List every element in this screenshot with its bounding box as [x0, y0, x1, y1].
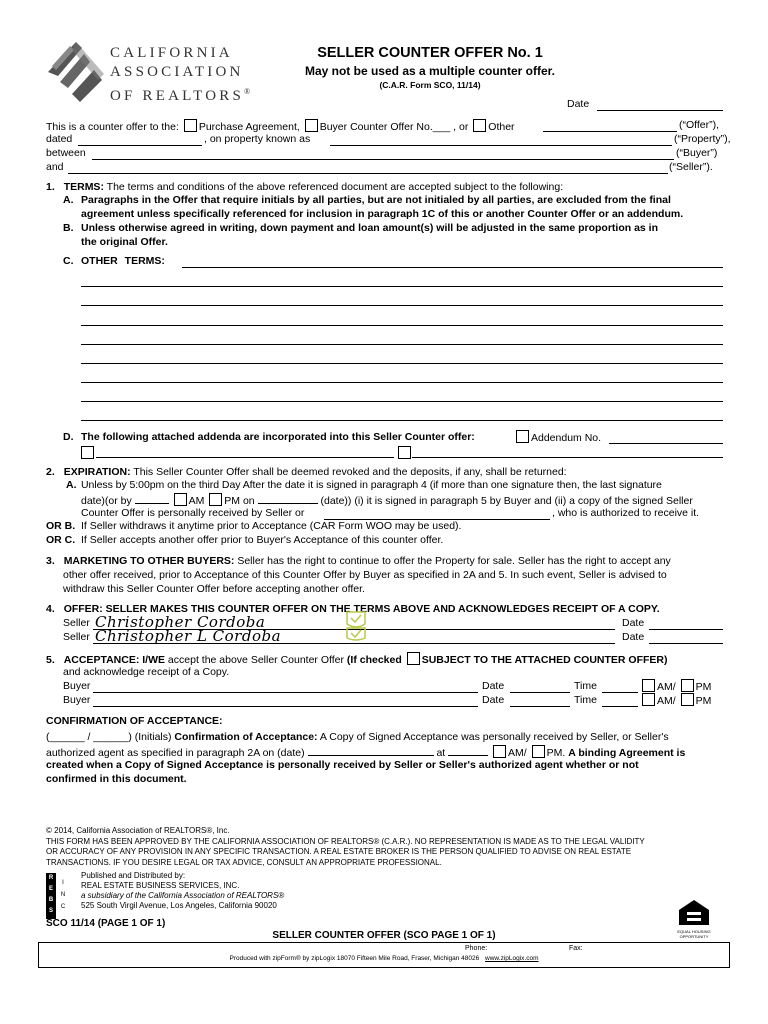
- other-terms-line[interactable]: [81, 401, 723, 402]
- terms-a-label: A.: [63, 194, 74, 206]
- other-terms-field[interactable]: [182, 267, 723, 268]
- addendum-checkbox[interactable]: [516, 430, 529, 443]
- subject-to-counter-checkbox[interactable]: [407, 652, 420, 665]
- acceptance-text: accept the above Seller Counter Offer: [167, 654, 344, 666]
- car-logo: [46, 36, 108, 106]
- publisher-address: 525 South Virgil Avenue, Los Angeles, California 90020: [81, 901, 277, 910]
- intro-prefix: This is a counter offer to the:: [46, 121, 179, 133]
- offer-label: (“Offer”),: [679, 119, 720, 131]
- addenda-checkbox-1[interactable]: [81, 446, 94, 459]
- page-id: SCO 11/14 (PAGE 1 OF 1): [46, 918, 166, 929]
- buyer-am-checkbox-1[interactable]: [642, 679, 655, 692]
- expiration-am-checkbox[interactable]: [174, 493, 187, 506]
- buyer-signature-field-1[interactable]: [93, 692, 478, 693]
- terms-text: The terms and conditions of the above referenced document are accepted subject to the following:: [106, 181, 564, 193]
- buyer-time-field-1[interactable]: [602, 692, 638, 693]
- equal-housing-logo: [672, 898, 716, 939]
- confirmation-time-field[interactable]: [448, 746, 488, 756]
- buyer-date-label-1: Date: [482, 680, 505, 692]
- seller-label: (“Seller”).: [669, 161, 713, 173]
- confirmation-line1: A Copy of Signed Acceptance was personally received by Seller, or Seller's: [319, 731, 669, 743]
- seller-date-field-2[interactable]: [649, 643, 723, 644]
- marketing-line3: withdraw this Seller Counter Offer before accepting another offer.: [63, 583, 365, 595]
- expiration-pm-label: PM on: [224, 495, 255, 507]
- buyer-time-label-1: Time: [574, 680, 597, 692]
- other-checkbox[interactable]: [473, 119, 486, 132]
- expiration-date-field[interactable]: [258, 494, 318, 504]
- buyer-pm-checkbox-1[interactable]: [681, 679, 694, 692]
- other-terms-line[interactable]: [81, 382, 723, 383]
- acceptance-heading: ACCEPTANCE: I/WE: [63, 654, 165, 666]
- terms-a-line1: Paragraphs in the Offer that require initials by all parties, but are not initialed by all parties, are excluded from the final: [81, 194, 671, 206]
- terms-number: 1.: [46, 181, 55, 193]
- expiration-b-label: OR B.: [46, 520, 76, 532]
- published-label: Published and Distributed by:: [81, 871, 186, 880]
- expiration-a-line3-start: Counter Offer is personally received by Seller or: [81, 507, 305, 519]
- buyer-date-field-1[interactable]: [510, 692, 570, 693]
- disclaimer-line2: OR ACCURACY OF ANY PROVISION IN ANY SPECIFIC TRANSACTION. A REAL ESTATE BROKER IS THE PERSON QUALIFIED TO ADVISE ON REAL ESTATE: [46, 847, 632, 856]
- seller-label-2: Seller: [63, 631, 90, 643]
- publisher-subsidiary: a subsidiary of the California Association of REALTORS®: [81, 891, 285, 900]
- buyer-am-label-1: AM/: [657, 681, 676, 693]
- marketing-line2: other offer received, prior to Acceptance of this Counter Offer by Buyer as specified in 2A and 5. In such event, Seller is advised to: [63, 569, 667, 581]
- other-terms-line[interactable]: [81, 344, 723, 345]
- other-terms-line[interactable]: [81, 305, 723, 306]
- buyer-time-label-2: Time: [574, 694, 597, 706]
- marketing-line1: Seller has the right to continue to offer the Property for sale. Seller has the right to accept any: [237, 555, 671, 567]
- offer-heading: OFFER: SELLER MAKES THIS COUNTER OFFER ON THE TERMS ABOVE AND ACKNOWLEDGES RECEIPT OF A COPY.: [63, 603, 660, 615]
- buyer-am-label-2: AM/: [657, 695, 676, 707]
- addenda-checkbox-2[interactable]: [398, 446, 411, 459]
- expiration-b-text: If Seller withdraws it anytime prior to Acceptance (CAR Form WOO may be used).: [81, 520, 462, 532]
- rebs-letter: B: [48, 897, 54, 903]
- inc-letter: I: [62, 880, 64, 886]
- buyer-pm-checkbox-2[interactable]: [681, 693, 694, 706]
- buyer-counter-label: Buyer Counter Offer No.___ , or: [319, 121, 469, 133]
- expiration-text: This Seller Counter Offer shall be deemed revoked and the deposits, if any, shall be returned:: [133, 466, 567, 478]
- terms-c-text: OTHER TERMS:: [81, 255, 165, 267]
- expiration-am-label: AM: [188, 495, 205, 507]
- other-terms-line[interactable]: [81, 420, 723, 421]
- registered-mark: ®: [243, 87, 251, 96]
- buyer-pm-label-1: PM: [695, 681, 712, 693]
- other-terms-line[interactable]: [81, 286, 723, 287]
- addendum-number-field[interactable]: [609, 443, 723, 444]
- seller-signature-2: Christopher L Cordoba: [95, 627, 282, 645]
- confirmation-heading: CONFIRMATION OF ACCEPTANCE:: [46, 715, 223, 727]
- page-subtitle: May not be used as a multiple counter offer.: [304, 64, 556, 78]
- terms-d-label: D.: [63, 431, 74, 443]
- buyer-signature-field-2[interactable]: [93, 706, 478, 707]
- form-id: (C.A.R. Form SCO, 11/14): [379, 80, 481, 90]
- acceptance-if-checked: (If checked: [346, 654, 402, 666]
- dated-label: dated: [46, 133, 73, 145]
- terms-b-label: B.: [63, 222, 74, 234]
- purchase-agreement-label: Purchase Agreement,: [198, 121, 300, 133]
- confirmation-at: at: [436, 747, 446, 759]
- purchase-agreement-checkbox[interactable]: [184, 119, 197, 132]
- and-label: and: [46, 161, 64, 173]
- confirmation-pm-label: PM.: [546, 747, 566, 759]
- car-logo-icon: [46, 36, 108, 106]
- phone-label: Phone:: [465, 945, 488, 952]
- addenda-field-2[interactable]: [412, 457, 723, 458]
- equal-housing-text: EQUAL HOUSING OPPORTUNITY: [677, 929, 711, 939]
- dated-field[interactable]: [78, 145, 202, 146]
- org-name-line2: ASSOCIATION: [110, 64, 244, 80]
- buyer-pm-label-2: PM: [695, 695, 712, 707]
- terms-c-label: C.: [63, 255, 74, 267]
- org-name-line1: CALIFORNIA: [110, 45, 233, 61]
- buyer-time-field-2[interactable]: [602, 706, 638, 707]
- verified-seal-icon: [344, 610, 368, 645]
- expiration-a-line2-start: date)(or by: [81, 495, 132, 507]
- confirmation-am-label: AM/: [508, 747, 527, 759]
- marketing-number: 3.: [46, 555, 55, 567]
- org-name-line3: OF REALTORS: [110, 88, 244, 104]
- terms-b-line2: the original Offer.: [81, 236, 168, 248]
- expiration-a-line3-end: , who is authorized to receive it.: [552, 507, 700, 519]
- page-title: SELLER COUNTER OFFER No. 1: [317, 45, 543, 61]
- addendum-label: Addendum No.: [531, 432, 602, 444]
- buyer-am-checkbox-2[interactable]: [642, 693, 655, 706]
- expiration-c-label: OR C.: [46, 534, 76, 546]
- buyer-counter-checkbox[interactable]: [305, 119, 318, 132]
- rebs-letter: S: [48, 908, 53, 914]
- property-prefix: , on property known as: [204, 133, 311, 145]
- between-label: between: [46, 147, 86, 159]
- buyer-date-field-2[interactable]: [510, 706, 570, 707]
- confirmation-date-field[interactable]: [308, 746, 434, 756]
- seller-label-1: Seller: [63, 617, 90, 629]
- terms-b-line1: Unless otherwise agreed in writing, down payment and loan amount(s) will be adjusted in the same proportion as in: [81, 222, 658, 234]
- terms-a-line2: agreement unless specifically referenced for inclusion in paragraph 1C of this or another Counter Offer or an addendum.: [81, 208, 684, 220]
- rebs-letter: E: [48, 886, 53, 892]
- copyright: © 2014, California Association of REALTORS®, Inc.: [46, 826, 230, 835]
- other-label: Other: [488, 121, 515, 133]
- property-label: (“Property”),: [674, 133, 731, 145]
- fax-label: Fax:: [569, 945, 583, 952]
- confirmation-line4: confirmed in this document.: [46, 773, 187, 785]
- confirmation-line2-start: authorized agent as specified in paragraph 2A on (date): [46, 747, 305, 759]
- seller-date-field-1[interactable]: [649, 629, 723, 630]
- seller-date-label-1: Date: [622, 617, 645, 629]
- publisher-name: REAL ESTATE BUSINESS SERVICES, INC.: [81, 881, 240, 890]
- rebs-logo: [46, 873, 70, 919]
- seller-date-label-2: Date: [622, 631, 645, 643]
- expiration-pm-checkbox[interactable]: [209, 493, 222, 506]
- confirmation-am-checkbox[interactable]: [493, 745, 506, 758]
- expiration-heading: EXPIRATION:: [63, 466, 131, 478]
- seller-name-field[interactable]: [68, 173, 668, 174]
- ziplogix-link[interactable]: www.zipLogix.com: [485, 955, 539, 962]
- confirmation-label: Confirmation of Acceptance:: [174, 731, 318, 743]
- inc-letter: N: [60, 892, 66, 898]
- confirmation-binding: A binding Agreement is: [568, 747, 686, 759]
- confirmation-line3: created when a Copy of Signed Acceptance is personally received by Seller or Seller's authorized agent whether or not: [46, 759, 639, 771]
- other-terms-line[interactable]: [81, 325, 723, 326]
- confirmation-initials[interactable]: (______ / ______) (Initials): [46, 731, 172, 743]
- property-field[interactable]: [330, 145, 672, 146]
- page-footer-title: SELLER COUNTER OFFER (SCO PAGE 1 OF 1): [272, 930, 496, 941]
- produced-by-text: Produced with zipForm® by zipLogix 18070 Fifteen Mile Road, Fraser, Michigan 48026: [229, 955, 480, 962]
- header-date-field[interactable]: [597, 110, 723, 111]
- produced-by-box: [38, 942, 730, 968]
- confirmation-pm-checkbox[interactable]: [532, 745, 545, 758]
- seller-signature-1: Christopher Cordoba: [95, 613, 266, 631]
- addenda-field-1[interactable]: [96, 457, 394, 458]
- buyer-date-label-2: Date: [482, 694, 505, 706]
- buyer-name-field[interactable]: [92, 159, 674, 160]
- inc-letter: C: [60, 904, 66, 910]
- disclaimer-line1: THIS FORM HAS BEEN APPROVED BY THE CALIFORNIA ASSOCIATION OF REALTORS® (C.A.R.). NO REPRESENTATION IS MADE AS TO THE LEGAL VALIDITY: [46, 836, 645, 846]
- expiration-a-label: A.: [66, 479, 77, 491]
- other-terms-line[interactable]: [81, 363, 723, 364]
- terms-heading: TERMS:: [63, 181, 104, 193]
- marketing-heading: MARKETING TO OTHER BUYERS:: [63, 555, 235, 567]
- terms-d-text: The following attached addenda are incorporated into this Seller Counter offer:: [81, 431, 475, 443]
- expiration-a-line2-end: (date)) (i) it is signed in paragraph 5 by Buyer and (ii) a copy of the signed Seller: [320, 495, 693, 507]
- acceptance-line2: and acknowledge receipt of a Copy.: [63, 666, 230, 678]
- acceptance-subject: SUBJECT TO THE ATTACHED COUNTER OFFER): [421, 654, 668, 666]
- rebs-letter: R: [48, 875, 54, 881]
- expiration-c-text: If Seller accepts another offer prior to Buyer's Acceptance of this counter offer.: [81, 534, 444, 546]
- expiration-a-line1: Unless by 5:00pm on the third Day After the date it is signed in paragraph 4 (if more than one signature then, the last signature: [81, 479, 662, 491]
- expiration-number: 2.: [46, 466, 55, 478]
- buyer-label: (“Buyer”): [676, 147, 718, 159]
- other-field[interactable]: [543, 131, 677, 132]
- expiration-time-field[interactable]: [135, 494, 169, 504]
- offer-number: 4.: [46, 603, 55, 615]
- header-date-label: Date: [567, 98, 590, 110]
- buyer-label-1: Buyer: [63, 680, 91, 692]
- acceptance-number: 5.: [46, 654, 55, 666]
- disclaimer-line3: TRANSACTIONS. IF YOU DESIRE LEGAL OR TAX ADVICE, CONSULT AN APPROPRIATE PROFESSIONAL.: [46, 857, 442, 867]
- buyer-label-2: Buyer: [63, 694, 91, 706]
- equal-housing-icon: [677, 898, 711, 926]
